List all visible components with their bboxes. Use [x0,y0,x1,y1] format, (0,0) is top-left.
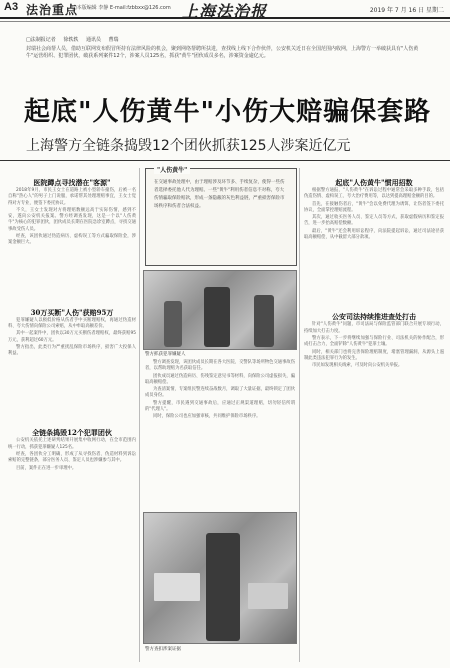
section-title: 起底"人伤黄牛"惯用招数 [335,178,413,187]
paragraph: 其中一起案件中，团伙以30万元买断伤者理赔权，最终获赔95万元，获利超过60万元。 [8,331,136,343]
reporter-name: 曹瑞 [108,37,119,43]
header-divider [0,21,450,22]
column-rule [299,168,300,662]
byline [26,36,125,43]
subheadline: 上海警方全链条捣毁12个团伙抓获125人涉案近亿元 [26,138,351,154]
paragraph: 警方指出，此类行为严重扰乱保险市场秩序，损害广大投保人利益。 [8,344,136,357]
figure-silhouette [206,533,240,641]
reporter-name: 徐轶轶 [63,37,79,43]
paragraph: 公安机关依托上述研判结果开展集中收网行动，在全市范围内统一行动，抓获犯罪嫌疑人125名。 [8,438,136,450]
box-title: "人伤黄牛" [154,165,190,174]
headline-divider [0,160,450,161]
paragraph: 团伙成员通过伪造病历、伤残鉴定意见书等材料，向保险公司虚报损失，骗取高额赔偿。 [145,373,295,385]
paragraph: 针对"人伤黄牛"问题，市司法局与保险监管部门联合开展专项行动，持续加大打击力度。 [304,322,444,334]
photo-caption: 警方查扣涉案证据 [145,647,181,652]
middle-column [145,360,295,422]
section-name: 法治重点 [26,3,79,17]
headline: 起底"人伤黄牛"小伤大赔骗保套路 [24,97,432,127]
text-block-filler [304,242,444,312]
paragraph: 同时，保险公司也应加强审核，共同维护保险市场秩序。 [153,414,261,420]
column-rule [139,168,140,662]
paragraph: 最后，"黄牛"还会利用诉讼程序，向法院提起诉讼，通过司法途径获取高额赔偿，从中截留大部分款项。 [304,228,444,241]
figure-silhouette [254,295,274,347]
text-block-filler [8,248,136,308]
photo-caption: 警方抓获犯罪嫌疑人 [145,352,186,357]
byline-label: □法制报记者 [26,37,56,43]
section-title: 30万买断"人伤"获赔95万 [30,307,114,317]
text-block-filler [8,358,136,428]
documents [154,573,200,601]
documents [248,583,288,609]
lead-paragraph: 封瑞社会商帮人员，借助互联网发布假冒所持有法律风险的机会，聚到网络帮聘所扶进，查找线上线下合作伙伴，公安机关近日在全国范围内收网，上海警方一举破获具有"人伤黄牛"运营组织、犯罪团伙，破获系列案件12个，涉案人员125名，抓获"黄牛"团伙成员多名，涉案资金逾亿元。 [26,46,419,59]
section-title: 全链条捣毁12个犯罪团伙 [32,428,112,438]
byline-label: 通讯员 [85,37,101,43]
page-number: A3 [4,1,19,13]
photo-arrest [143,270,297,350]
paragraph: 其次，通过收买医务人员、鉴定人员等方式，获取虚假病历和鉴定报告，进一步抬高赔偿数额。 [304,215,444,227]
left-column [8,178,136,473]
paragraph: 犯罪嫌疑人以极低价格从伤者手中买断理赔权，再通过伪造材料、夸大伤情向保险公司索赔，从中牟取高额差价。 [8,317,136,329]
issue-date: 2019 年 7 月 16 日 星期二 [369,7,444,14]
paragraph: 同时，相关部门也将完善保险理赔制度，堵塞管理漏洞，从源头上遏制此类违法犯罪行为的发生。 [304,349,444,361]
newspaper-logo: 上海法治报 [182,2,268,21]
definition-box [145,168,297,266]
paragraph: 根据警方通报，"人伤黄牛"在诉讼过程中通常会采取多种手段，包括伪造伤情、虚构误工、夸大治疗费用等，以达到提高理赔金额的目的。 [304,188,444,200]
paragraph: 经查，各团伙分工明确，形成了从寻找伤者、伪造材料到诉讼索赔的完整链条，部分医务人员、鉴定人员也涉嫌参与其中。 [8,452,136,464]
paragraph: 市民如发现相关线索，可及时向公安机关举报。 [312,363,403,369]
figure-silhouette [164,301,182,347]
editor-line: □本版编辑 李静 E-mail:fzbbxx@126.com [72,5,171,11]
paragraph: 为查清案情，专案组民警连续奋战数月，调取了大量证据，最终锁定了团伙成员身份。 [145,387,295,399]
section-title: 公安司法持续推进查处打击 [332,312,416,322]
paragraph: 警方表示，下一步将继续加强与保险行业、司法机关的协作配合，形成打击合力，全面铲除"人伤黄牛"犯罪土壤。 [304,335,444,348]
paragraph: 警方提醒，市民遇到交通事故后，应通过正规渠道理赔，切勿轻信所谓的"代理人"。 [145,400,295,413]
box-text: 在交通事故处理中，由于理赔涉及环节多、手续复杂，使得一些伤者选择委托他人代为理赔。一些"黄牛"利用伤者信息不对称，夸大伤情骗取保险赔款，形成一条隐蔽的灰色利益链，严重损害保险市场秩序和伤者合法权益。 [154,180,285,209]
paragraph: 目前，案件正在进一步审理中。 [16,465,77,471]
figure-silhouette [204,287,230,347]
paragraph: 首先，在接触伤者后，"黄牛"会以免费代理为诱饵，让伤者签下委托协议，全面掌控理赔流程。 [304,201,444,213]
paragraph: 不久，王女士发现对方将理赔数额远高于实际伤情，感到不安，遂向公安机关报案。警方经调查发现，这是一个以"人伤黄牛"为核心的犯罪团伙，团伙成员长期在医院急诊室蹲点，寻找交通事故受伤人员。 [8,207,136,232]
section-title: 医院蹲点寻找潜在"客源" [33,178,111,187]
paragraph: 警方调查发现，该团伙成员长期在各大医院、交警队等场所物色交通事故伤者，以帮助理赔为名获取信任。 [145,360,295,372]
paragraph: 2018年9月，市民王女士在道路上被小型轿车撞伤，后被一名自称"热心人"的男子上门说服，承诺帮其处理理赔事宜，王女士觉得对方专业，便签下委托协议。 [8,188,136,206]
photo-evidence [143,512,297,644]
paragraph: 经查，该团伙通过伪造病历、虚构误工等方式骗取保险金，涉案金额巨大。 [8,234,136,246]
right-column [304,178,444,370]
